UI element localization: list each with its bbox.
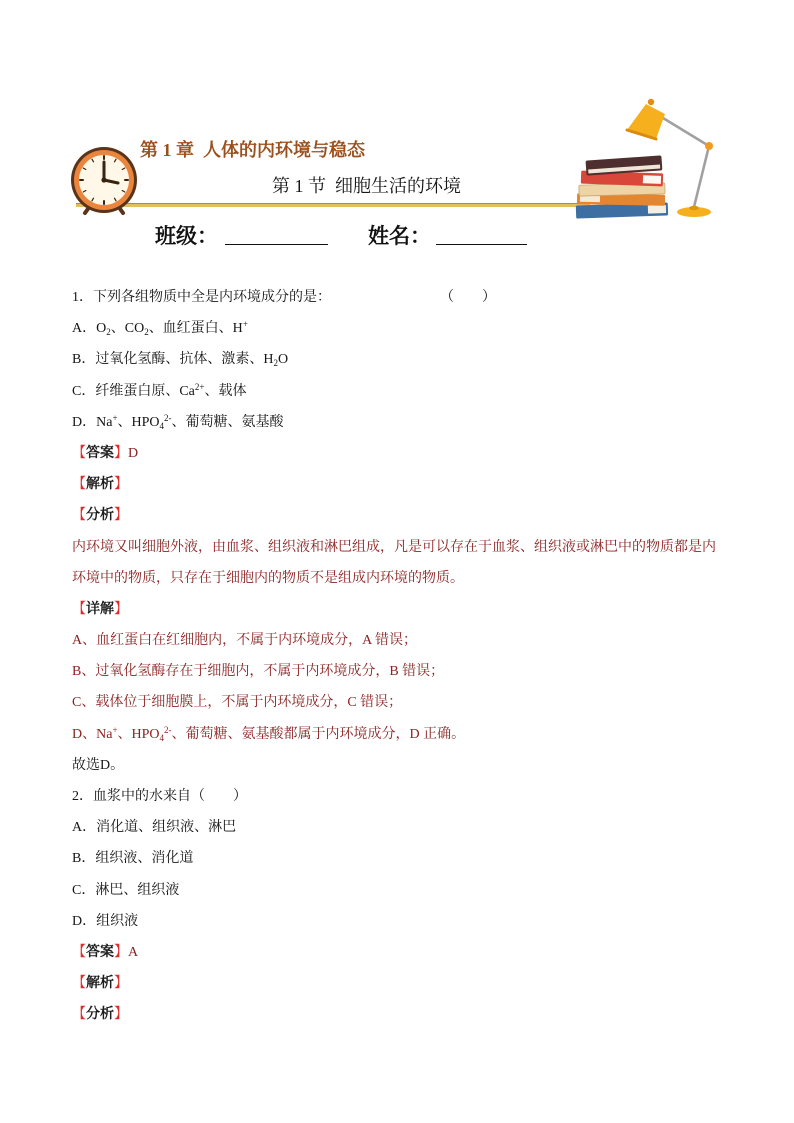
q1-fenxi-heading — [72, 500, 732, 531]
detail-text: 、HPO — [117, 726, 160, 742]
name-blank-line — [436, 230, 527, 245]
class-blank-line — [225, 230, 328, 245]
q2-stem — [72, 781, 732, 812]
q1-conclusion — [72, 750, 732, 781]
q1-xiangjie-d — [72, 719, 732, 750]
clock-icon — [68, 144, 140, 216]
q2-option-b — [72, 843, 732, 874]
q1-option-d — [72, 407, 732, 438]
header-rule-line — [76, 203, 590, 207]
detail-text: A、血红蛋白在红细胞内，不属于内环境成分，A 错误； — [72, 633, 417, 649]
option-text: B．组织液、消化道 — [72, 851, 194, 867]
option-text: B．过氧化氢酶、抗体、激素、H — [72, 352, 274, 368]
option-text: A．O — [72, 321, 107, 337]
fenxi-label: 分析 — [86, 508, 114, 524]
answer-value: D — [128, 445, 139, 461]
subscript: 2 — [144, 327, 149, 338]
bracket-open: 【 — [72, 601, 86, 617]
bracket-open: 【 — [72, 445, 86, 461]
analysis-text: 环境中的物质，只存在于细胞内的物质不是组成内环境的物质。 — [72, 570, 464, 586]
superscript: 2- — [164, 412, 172, 423]
conclusion-text: 故选D。 — [72, 757, 125, 773]
q1-xiangjie-b — [72, 656, 732, 687]
subscript: 2 — [106, 327, 111, 338]
q1-answer-parentheses: （ ） — [440, 290, 496, 305]
q1-option-c — [72, 376, 732, 407]
option-text: D．Na — [72, 414, 113, 430]
option-text: D．组织液 — [72, 913, 139, 929]
option-text: A．消化道、组织液、淋巴 — [72, 820, 237, 836]
question-stem-text: 1．下列各组物质中全是内环境成分的是： — [72, 290, 331, 305]
bracket-close: 】 — [114, 944, 128, 960]
desk-lamp-and-books-icon — [565, 92, 720, 222]
option-text: C．纤维蛋白原、Ca — [72, 383, 195, 399]
q1-stem — [72, 282, 732, 313]
bracket-open: 【 — [72, 944, 86, 960]
bracket-close: 】 — [114, 1007, 128, 1023]
chapter-title: 第 1 章 人体的内环境与稳态 — [140, 140, 365, 160]
book-stack-icon — [576, 155, 668, 218]
superscript: + — [242, 319, 248, 330]
bracket-close: 】 — [114, 601, 128, 617]
superscript: + — [112, 724, 118, 735]
q2-option-a — [72, 812, 732, 843]
q1-xiangjie-a — [72, 625, 732, 656]
q1-answer — [72, 438, 732, 469]
bracket-close: 】 — [114, 477, 128, 493]
q1-xiangjie-heading — [72, 594, 732, 625]
answer-value: A — [128, 944, 139, 960]
option-text: 、葡萄糖、氨基酸 — [171, 414, 284, 430]
analysis-text: 内环境又叫细胞外液，由血浆、组织液和淋巴组成，凡是可以存在于血浆、组织液或淋巴中的物质都是内 — [72, 539, 716, 555]
subscript: 2 — [273, 358, 278, 369]
bracket-open: 【 — [72, 508, 86, 524]
bracket-open: 【 — [72, 477, 86, 493]
bracket-open: 【 — [72, 976, 86, 992]
bracket-close: 】 — [114, 976, 128, 992]
option-text: 、HPO — [117, 414, 160, 430]
option-text: O — [277, 352, 289, 368]
question-list — [72, 282, 732, 1031]
superscript: + — [112, 412, 118, 423]
q2-jiexi-heading — [72, 968, 732, 999]
q1-fenxi-line-1 — [72, 532, 732, 563]
q1-xiangjie-c — [72, 687, 732, 718]
option-text: 、载体 — [204, 383, 247, 399]
option-text: 、血红蛋白、H — [148, 321, 243, 337]
option-text: 、CO — [110, 321, 145, 337]
q1-fenxi-line-2 — [72, 563, 732, 594]
section-title: 第 1 节 细胞生活的环境 — [272, 176, 461, 196]
superscript: 2- — [164, 724, 172, 735]
superscript: 2+ — [194, 381, 205, 392]
detail-text: B、过氧化氢酶存在于细胞内，不属于内环境成分，B 错误； — [72, 664, 445, 680]
detail-text: C、载体位于细胞膜上，不属于内环境成分，C 错误； — [72, 695, 403, 711]
detail-text: D、Na — [72, 726, 113, 742]
fenxi-label: 分析 — [86, 1007, 114, 1023]
answer-label: 答案 — [86, 445, 114, 461]
jiexi-label: 解析 — [86, 477, 114, 493]
q1-jiexi-heading — [72, 469, 732, 500]
class-label: 班级： — [155, 224, 218, 248]
bracket-close: 】 — [114, 508, 128, 524]
subscript: 4 — [159, 420, 165, 431]
answer-label: 答案 — [86, 944, 114, 960]
bracket-close: 】 — [114, 445, 128, 461]
q1-option-b — [72, 344, 732, 375]
q2-answer — [72, 937, 732, 968]
option-text: C．淋巴、组织液 — [72, 882, 180, 898]
name-label: 姓名： — [368, 224, 431, 248]
q1-option-a — [72, 313, 732, 344]
q2-option-d — [72, 906, 732, 937]
q2-option-c — [72, 875, 732, 906]
q2-fenxi-heading — [72, 999, 732, 1030]
jiexi-label: 解析 — [86, 976, 114, 992]
xiangjie-label: 详解 — [86, 601, 114, 617]
subscript: 4 — [159, 732, 165, 743]
detail-text: 、葡萄糖、氨基酸都属于内环境成分，D 正确。 — [171, 726, 466, 742]
question-stem-text: 2．血浆中的水来自（ ） — [72, 789, 247, 804]
bracket-open: 【 — [72, 1007, 86, 1023]
